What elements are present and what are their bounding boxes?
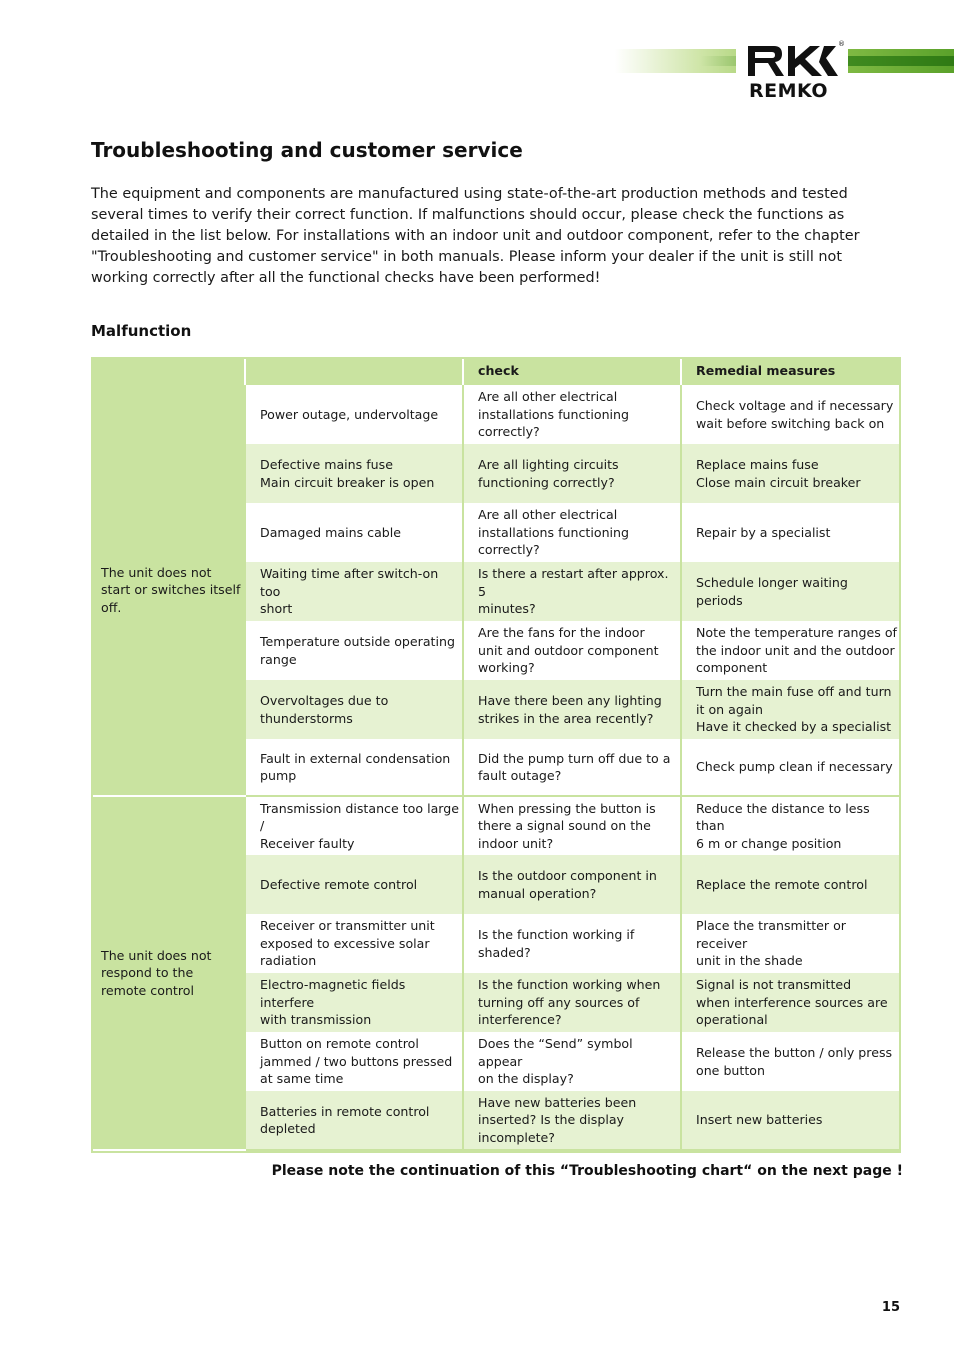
check-text-line: Is the function working when <box>478 977 661 993</box>
table-row <box>91 796 901 855</box>
registered-mark: ® <box>838 40 845 48</box>
remedy-cell <box>681 503 901 562</box>
cause-text-line: Receiver or transmitter unit <box>260 918 435 934</box>
cause-text-line: at same time <box>260 1071 344 1087</box>
logo-text: REMKO <box>749 80 829 102</box>
cause-cell <box>245 914 463 973</box>
remedy-text-line: 6 m or change position <box>696 835 842 851</box>
cause-cell <box>245 562 463 621</box>
cause-text-line: Fault in external condensation <box>260 750 451 766</box>
remedy-cell <box>681 739 901 796</box>
cause-text-line: pump <box>260 768 297 783</box>
check-text-line: strikes in the area recently? <box>478 710 654 726</box>
remedy-text-line: one button <box>696 1062 765 1078</box>
check-text-line: interference? <box>478 1012 562 1028</box>
remedy-cell <box>681 855 901 914</box>
cause-text-line: range <box>260 651 297 667</box>
remedy-cell <box>681 1091 901 1150</box>
cause-text-line: short <box>260 601 293 617</box>
page-title: Troubleshooting and customer service <box>91 138 523 162</box>
cause-cell <box>245 855 463 914</box>
header-cause <box>245 357 463 385</box>
cause-text-line: Waiting time after switch-on too <box>260 566 439 599</box>
check-text-line: Is the function working if <box>478 927 635 942</box>
remedy-cell <box>681 621 901 680</box>
remedy-text-line: it on again <box>696 701 764 717</box>
cause-cell <box>245 1091 463 1150</box>
cause-text-line: Defective remote control <box>260 876 418 892</box>
remedy-text-line: Replace the remote control <box>696 876 868 892</box>
table-row <box>91 385 901 444</box>
check-text-line: minutes? <box>478 601 536 617</box>
cause-cell <box>245 680 463 739</box>
check-text-line: Does the “Send” symbol appear <box>478 1036 633 1069</box>
cause-text-line: Transmission distance too large / <box>260 800 459 834</box>
remedy-text-line: Replace mains fuse <box>696 457 819 472</box>
check-text-line: Is there a restart after approx. 5 <box>478 566 669 599</box>
check-text-line: Are the fans for the indoor <box>478 625 645 641</box>
check-text-line: Is the outdoor component in <box>478 868 657 883</box>
check-text-line: shaded? <box>478 944 531 960</box>
cause-cell <box>245 739 463 796</box>
table-body <box>91 385 901 1150</box>
malfunction-group-label: The unit does not respond to the remote control <box>91 796 245 1150</box>
header-group <box>91 357 245 385</box>
cause-cell <box>245 444 463 503</box>
remedy-text-line: Close main circuit breaker <box>696 474 861 490</box>
check-text-line: Are all other electrical <box>478 507 618 523</box>
check-text-line: working? <box>478 660 535 676</box>
remko-logo-mark-icon <box>744 42 840 78</box>
remedy-text-line: Release the button / only press <box>696 1045 893 1060</box>
cause-text-line: Batteries in remote control <box>260 1103 430 1119</box>
page-number: 15 <box>881 1300 900 1315</box>
check-text-line: manual operation? <box>478 885 597 901</box>
remedy-text-line: Check pump clean if necessary <box>696 759 893 775</box>
remedy-text-line: when interference sources are <box>696 994 888 1010</box>
check-cell <box>463 796 681 855</box>
remedy-cell <box>681 444 901 503</box>
remedy-text-line: Schedule longer waiting periods <box>696 575 848 608</box>
cause-cell <box>245 973 463 1032</box>
check-text-line: correctly? <box>478 424 540 440</box>
cause-text-line: with transmission <box>260 1012 372 1028</box>
cause-cell <box>245 503 463 562</box>
cause-text-line: jammed / two buttons pressed <box>260 1053 453 1069</box>
cause-text-line: Receiver faulty <box>260 835 355 851</box>
remedy-text-line: Have it checked by a specialist <box>696 719 892 735</box>
check-cell <box>463 973 681 1032</box>
cause-text-line: Main circuit breaker is open <box>260 474 435 490</box>
check-text-line: there a signal sound on the <box>478 818 651 834</box>
check-text-line: inserted? Is the display <box>478 1112 625 1128</box>
remedy-cell <box>681 796 901 855</box>
remedy-text-line: Insert new batteries <box>696 1112 823 1128</box>
remedy-text-line: Reduce the distance to less than <box>696 800 870 834</box>
cause-text-line: thunderstorms <box>260 710 353 726</box>
continuation-note: Please note the continuation of this “Troubleshooting chart“ on the next page ! <box>271 1163 903 1179</box>
check-text-line: Have there been any lighting <box>478 693 662 708</box>
check-text-line: Are all other electrical <box>478 389 618 405</box>
cause-text-line: exposed to excessive solar <box>260 935 430 951</box>
section-title: Malfunction <box>91 322 192 340</box>
malfunction-group-label: The unit does not start or switches itself off. <box>91 385 245 796</box>
cause-text-line: radiation <box>260 953 317 969</box>
check-cell <box>463 562 681 621</box>
check-text-line: When pressing the button is <box>478 800 656 816</box>
check-text-line: indoor unit? <box>478 835 554 851</box>
check-text-line: Are all lighting circuits <box>478 457 619 472</box>
check-cell <box>463 855 681 914</box>
remedy-cell <box>681 1032 901 1091</box>
cause-cell <box>245 385 463 444</box>
remedy-text-line: the indoor unit and the outdoor <box>696 642 895 658</box>
remedy-text-line: Turn the main fuse off and turn <box>696 684 892 700</box>
remedy-cell <box>681 973 901 1032</box>
check-cell <box>463 914 681 973</box>
check-text-line: installations functioning <box>478 406 630 422</box>
check-cell <box>463 444 681 503</box>
check-text-line: functioning correctly? <box>478 474 615 490</box>
remedy-text-line: operational <box>696 1012 768 1028</box>
check-text-line: installations functioning <box>478 524 630 540</box>
remedy-cell <box>681 385 901 444</box>
cause-text-line: Electro-magnetic fields interfere <box>260 977 406 1010</box>
cause-cell <box>245 621 463 680</box>
check-cell <box>463 503 681 562</box>
check-cell <box>463 680 681 739</box>
cause-cell <box>245 796 463 855</box>
remedy-cell <box>681 914 901 973</box>
check-cell <box>463 1091 681 1150</box>
check-text-line: turning off any sources of <box>478 994 640 1010</box>
check-text-line: Did the pump turn off due to a <box>478 750 671 766</box>
check-text-line: incomplete? <box>478 1129 555 1145</box>
check-text-line: fault outage? <box>478 768 562 783</box>
cause-text-line: Overvoltages due to <box>260 693 389 708</box>
cause-cell <box>245 1032 463 1091</box>
check-text-line: unit and outdoor component <box>478 642 659 658</box>
check-cell <box>463 739 681 796</box>
remedy-text-line: Signal is not transmitted <box>696 977 852 993</box>
troubleshooting-table <box>91 357 901 1151</box>
header-check: check <box>463 357 681 385</box>
cause-text-line: Defective mains fuse <box>260 457 393 472</box>
cause-text-line: depleted <box>260 1121 316 1136</box>
check-cell <box>463 621 681 680</box>
remko-logo <box>736 38 848 104</box>
table-header-row <box>91 357 901 385</box>
remedy-text-line: Check voltage and if necessary <box>696 398 894 413</box>
check-text-line: Have new batteries been <box>478 1094 637 1110</box>
remedy-text-line: component <box>696 660 768 676</box>
remedy-text-line: unit in the shade <box>696 953 803 969</box>
header-remedy: Remedial measures <box>681 357 901 385</box>
remedy-text-line: wait before switching back on <box>696 415 885 431</box>
remedy-cell <box>681 680 901 739</box>
cause-text-line: Power outage, undervoltage <box>260 406 439 422</box>
cause-text-line: Button on remote control <box>260 1036 419 1052</box>
remedy-text-line: Repair by a specialist <box>696 524 831 540</box>
check-cell <box>463 1032 681 1091</box>
remedy-cell <box>681 562 901 621</box>
check-text-line: correctly? <box>478 542 540 558</box>
remedy-text-line: Place the transmitter or receiver <box>696 918 846 951</box>
intro-paragraph: The equipment and components are manufactured using state-of-the-art production methods and tested several times to verify their correct function. If malfunctions should occur, please check the functions as detailed in the list below. For installations with an indoor unit and outdoor component, refer to the chapter "Troubleshooting and customer service" in both manuals. Please inform your dealer if the unit is still not working correctly after all the functional checks have been performed! <box>91 186 860 286</box>
check-text-line: on the display? <box>478 1071 574 1087</box>
cause-text-line: Damaged mains cable <box>260 524 402 540</box>
check-cell <box>463 385 681 444</box>
cause-text-line: Temperature outside operating <box>260 634 455 649</box>
remedy-text-line: Note the temperature ranges of <box>696 625 897 641</box>
